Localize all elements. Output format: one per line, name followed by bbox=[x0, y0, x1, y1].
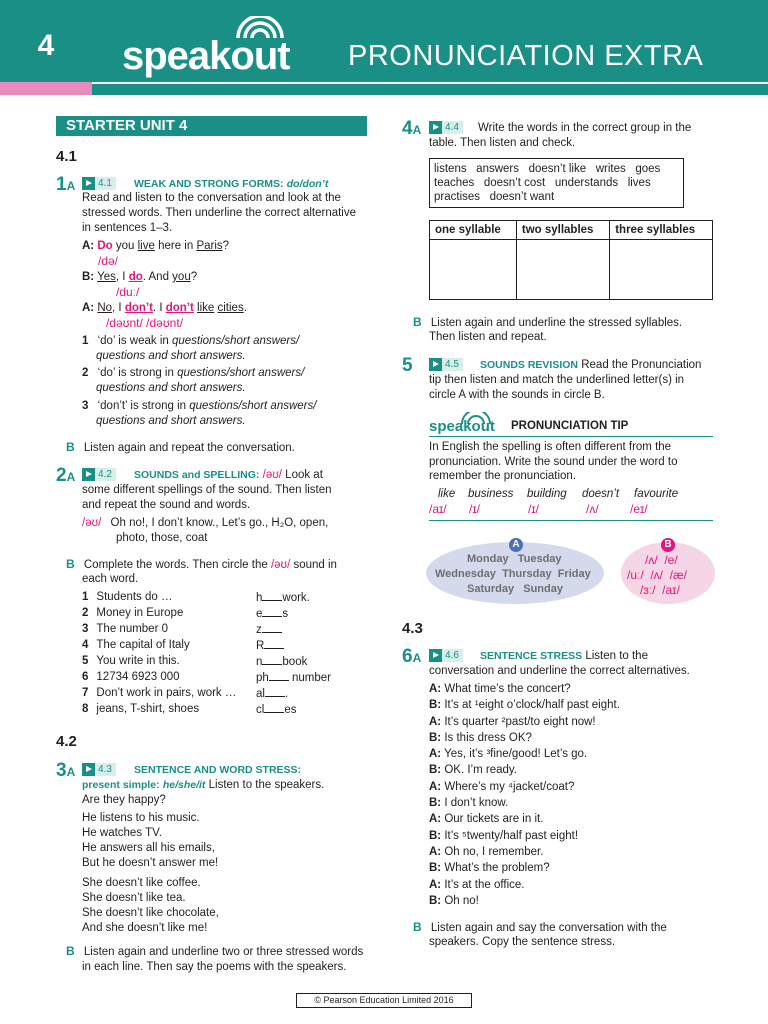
tip-sound-3: /ɪ/ bbox=[528, 502, 539, 516]
stressed-word: live bbox=[137, 240, 155, 252]
conversation-line bbox=[429, 731, 620, 747]
line-text: Is this dress OK? bbox=[441, 731, 532, 744]
track-4-4[interactable] bbox=[429, 121, 463, 134]
clue-row bbox=[82, 670, 352, 686]
exercise-2b-cont: each word. bbox=[82, 573, 139, 585]
track-4-2[interactable] bbox=[82, 468, 116, 481]
circle-a-row-2 bbox=[435, 568, 591, 580]
word: . And bbox=[142, 271, 173, 283]
exercise-letter: A bbox=[412, 123, 422, 137]
instruction: sound in bbox=[290, 559, 337, 571]
word-gap[interactable] bbox=[256, 654, 307, 670]
word-start: h bbox=[256, 592, 263, 604]
track-4-5[interactable] bbox=[429, 358, 463, 371]
word-gap[interactable] bbox=[256, 638, 284, 654]
line-text: OK. I’m ready. bbox=[441, 764, 517, 777]
statement-text: ‘don’t’ is strong in bbox=[97, 400, 190, 412]
exercise-4-instr-line2: table. Then listen and check. bbox=[429, 137, 576, 149]
circle-b-row-3: /ɜː/ /aɪ/ bbox=[640, 583, 680, 597]
exercise-6a-number bbox=[402, 646, 421, 668]
speaker: A: bbox=[429, 813, 442, 826]
poem-2 bbox=[82, 876, 219, 936]
word: . I bbox=[152, 302, 166, 314]
page-title: PRONUNCIATION EXTRA bbox=[348, 40, 704, 72]
word-end: s bbox=[282, 608, 289, 620]
statement-number: 3 bbox=[82, 400, 89, 412]
syllable-table bbox=[429, 220, 713, 300]
statement-alternatives: questions/short answers/ bbox=[189, 400, 317, 412]
clue-number: 2 bbox=[82, 607, 89, 619]
day-word: Thursday bbox=[502, 568, 552, 580]
table-header-one-syllable: one syllable bbox=[430, 221, 517, 240]
stressed-word: do bbox=[128, 271, 143, 283]
tag-text: WEAK AND STRONG FORMS: bbox=[134, 178, 284, 190]
clue-text: The capital of Italy bbox=[96, 639, 190, 651]
stressed-word: don’t bbox=[124, 302, 153, 314]
word-start: al bbox=[256, 688, 265, 700]
track-label: 4.1 bbox=[98, 178, 112, 189]
word-gap[interactable] bbox=[256, 606, 288, 622]
line-text: Where’s my ⁴jacket/coat? bbox=[441, 780, 575, 793]
tip-word-doesnt: doesn’t bbox=[582, 488, 620, 500]
phonetic-3: /dəʊnt/ /dəʊnt/ bbox=[106, 316, 184, 330]
section-4-2-heading: 4.2 bbox=[56, 733, 77, 750]
instruction: Complete the words. Then circle the bbox=[83, 559, 271, 571]
conversation-line bbox=[429, 829, 620, 845]
speaker: A: bbox=[429, 715, 442, 728]
blank-line[interactable] bbox=[262, 606, 282, 617]
conversation-line bbox=[429, 878, 620, 894]
tag-text: SENTENCE STRESS bbox=[480, 650, 583, 662]
statement-text: ‘do’ is weak in bbox=[97, 335, 172, 347]
speaker: B: bbox=[429, 862, 442, 875]
exercise-3a-number bbox=[56, 760, 75, 782]
tip-bottom-rule bbox=[429, 520, 713, 521]
speaker: A: bbox=[429, 845, 442, 858]
circle-a-row-3 bbox=[467, 583, 563, 595]
word-box-line: practises doesn’t want bbox=[434, 191, 555, 203]
copyright-footer: © Pearson Education Limited 2016 bbox=[296, 993, 472, 1008]
exercise-number: 3 bbox=[56, 760, 67, 781]
exercise-letter: A bbox=[412, 651, 422, 665]
statement-alternatives: questions/short answers/ bbox=[177, 367, 305, 379]
table-cell-one-syllable[interactable] bbox=[430, 240, 517, 300]
exercise-2a-number bbox=[56, 465, 75, 487]
tip-sound-4: /ʌ/ bbox=[586, 502, 599, 516]
exercise-1a-number bbox=[56, 174, 75, 196]
statement-2 bbox=[82, 366, 304, 381]
speaker: B: bbox=[429, 829, 442, 842]
exercise-6b-cont: speakers. Copy the sentence stress. bbox=[429, 936, 616, 948]
day-word: Wednesday bbox=[435, 568, 496, 580]
exercise-3b bbox=[66, 944, 363, 960]
instruction: Listen again and underline the stressed syllables. bbox=[430, 317, 683, 329]
conversation-line bbox=[429, 861, 620, 877]
day-word: Monday bbox=[467, 553, 509, 565]
line-text: Oh no, I remember. bbox=[441, 845, 544, 858]
header-divider bbox=[92, 82, 768, 84]
clue-number: 3 bbox=[82, 623, 89, 635]
stressed-word: Do bbox=[97, 240, 113, 252]
clue-number: 1 bbox=[82, 591, 89, 603]
exercise-letter: B bbox=[66, 440, 75, 454]
speaker: B: bbox=[429, 797, 442, 810]
poem-line: She doesn’t like chocolate, bbox=[82, 907, 219, 919]
conversation-line bbox=[429, 715, 620, 731]
line-text: I don’t know. bbox=[441, 797, 509, 810]
play-icon bbox=[82, 468, 95, 481]
speaker: B: bbox=[429, 764, 442, 777]
poem-line: But he doesn’t answer me! bbox=[82, 857, 219, 869]
exercise-4b bbox=[413, 315, 682, 331]
exercise-letter: A bbox=[66, 470, 76, 484]
word: ? bbox=[190, 271, 198, 283]
instruction: Listen to the speakers. bbox=[208, 779, 325, 791]
stressed-word: like bbox=[197, 302, 215, 314]
tag-italic: he/she/it bbox=[162, 779, 206, 791]
word-gap[interactable] bbox=[256, 670, 331, 686]
word-end: es bbox=[284, 704, 297, 716]
dialogue-line-2 bbox=[82, 270, 197, 285]
blank-line[interactable] bbox=[262, 654, 282, 665]
instruction: Listen to the bbox=[585, 650, 648, 662]
tip-word-favourite: favourite bbox=[634, 488, 679, 500]
play-icon bbox=[82, 177, 95, 190]
exercise-number: 5 bbox=[402, 355, 413, 376]
line-text: Oh no! bbox=[441, 894, 479, 907]
exercise-letter: A bbox=[66, 179, 76, 193]
tag-text: SOUNDS and SPELLING: bbox=[134, 469, 260, 481]
word-start: R bbox=[256, 640, 265, 652]
line-text: It’s at the office. bbox=[441, 878, 525, 891]
conversation-line bbox=[429, 698, 620, 714]
word-box-line: listens answers doesn’t like writes goes bbox=[434, 163, 661, 175]
instruction-start: Look at bbox=[285, 469, 323, 481]
speaker: B: bbox=[429, 699, 442, 712]
blank-line[interactable] bbox=[264, 638, 284, 649]
conversation bbox=[429, 682, 620, 910]
clue-row bbox=[82, 606, 352, 622]
conversation-line bbox=[429, 812, 620, 828]
statement-1-cont: questions and short answers. bbox=[96, 350, 246, 362]
day-word: Sunday bbox=[523, 583, 563, 595]
play-icon bbox=[429, 649, 442, 662]
speaker: A: bbox=[429, 683, 442, 695]
clue-row bbox=[82, 702, 352, 718]
tip-word-like: like bbox=[438, 488, 456, 500]
exercise-3-tag bbox=[134, 763, 301, 778]
clue-text: Don’t work in pairs, work … bbox=[96, 687, 237, 699]
instruction: Listen again and underline two or three stressed words bbox=[83, 946, 364, 958]
clue-number: 4 bbox=[82, 639, 89, 651]
example-words-2: photo, those, coat bbox=[116, 532, 208, 544]
stressed-word: don’t bbox=[165, 302, 194, 314]
table-header-two-syllables: two syllables bbox=[516, 221, 609, 240]
phonetic: /əʊ/ bbox=[82, 517, 102, 529]
section-4-3-heading: 4.3 bbox=[402, 620, 423, 637]
clue-row bbox=[82, 686, 352, 702]
exercise-3b-cont: in each line. Then say the poems with the speakers. bbox=[82, 961, 347, 973]
poem-line: She doesn’t like coffee. bbox=[82, 877, 201, 889]
word-start: z bbox=[256, 624, 262, 636]
line-text: Our tickets are in it. bbox=[441, 813, 544, 826]
tip-logo: speakout bbox=[429, 418, 495, 435]
dialogue-line-3: A: No, I don’t. I don’t like cities. bbox=[82, 302, 247, 314]
clue-number: 5 bbox=[82, 655, 89, 667]
dialogue-line-1 bbox=[82, 239, 229, 254]
conversation-line bbox=[429, 747, 620, 763]
line-text: It’s quarter ²past/to eight now! bbox=[441, 715, 596, 728]
speaker: A: bbox=[429, 878, 442, 891]
instruction: Listen again and say the conversation with the bbox=[430, 922, 667, 934]
exercise-letter: B bbox=[66, 557, 75, 571]
exercise-2-instr-line2: some different spellings of the sound. Then listen bbox=[82, 484, 332, 496]
circle-b-label: B bbox=[661, 538, 675, 552]
track-label: 4.4 bbox=[445, 122, 459, 133]
poem-line: He watches TV. bbox=[82, 827, 162, 839]
word: , I bbox=[115, 271, 129, 283]
word-start: n bbox=[256, 656, 263, 668]
speaker: A: bbox=[429, 748, 442, 761]
exercise-6-tag bbox=[480, 649, 648, 664]
phonetic: /əʊ/ bbox=[270, 559, 291, 571]
track-label: 4.5 bbox=[445, 359, 459, 370]
blank-line[interactable] bbox=[269, 670, 289, 681]
word-gap[interactable] bbox=[256, 702, 296, 718]
section-4-1-heading: 4.1 bbox=[56, 148, 77, 165]
tip-top-rule bbox=[429, 436, 713, 437]
word: here in bbox=[154, 240, 197, 252]
tag-text: SOUNDS REVISION bbox=[480, 359, 579, 371]
tag-text: SENTENCE AND WORD STRESS: bbox=[134, 764, 302, 776]
statement-number: 2 bbox=[82, 367, 89, 379]
exercise-5-instr-line3: circle A with the sounds in circle B. bbox=[429, 389, 605, 401]
exercise-2-instr-line3: and repeat the sound and words. bbox=[82, 499, 251, 511]
line-text: What’s the problem? bbox=[441, 862, 550, 875]
statement-3-cont: questions and short answers. bbox=[96, 415, 246, 427]
statement-text: ‘do’ is strong in bbox=[97, 367, 178, 379]
tip-word-business: business bbox=[468, 488, 514, 500]
exercise-number: 1 bbox=[56, 174, 67, 195]
speaker: B: bbox=[82, 271, 95, 283]
speaker: A: bbox=[82, 302, 95, 314]
statement-number: 1 bbox=[82, 335, 89, 347]
exercise-1b bbox=[66, 440, 295, 456]
clue-row bbox=[82, 638, 352, 654]
poem-line: He answers all his emails, bbox=[82, 842, 215, 854]
phonetic-1: /də/ bbox=[98, 254, 119, 268]
word-end: book bbox=[282, 656, 308, 668]
exercise-letter: A bbox=[66, 765, 76, 779]
clue-text: jeans, T-shirt, shoes bbox=[96, 703, 200, 715]
tag-italic: do/don’t bbox=[286, 178, 329, 190]
stressed-word: you bbox=[172, 271, 191, 283]
blank-line[interactable] bbox=[264, 702, 284, 713]
tag-text: present simple: bbox=[82, 779, 160, 791]
conversation-line bbox=[429, 682, 620, 698]
word: ? bbox=[222, 240, 230, 252]
clue-text: Money in Europe bbox=[96, 607, 184, 619]
word-end: work. bbox=[282, 592, 310, 604]
exercise-1-instructions: Read and listen to the conversation and look at the stressed words. Then underline the correct alternative in sentences 1–3. bbox=[82, 192, 357, 234]
conversation-line bbox=[429, 845, 620, 861]
exercise-3-tag2 bbox=[82, 778, 324, 793]
exercise-2-tag bbox=[134, 468, 323, 483]
statement-alternatives: questions/short answers/ bbox=[171, 335, 300, 347]
clue-text: 12734 6923 000 bbox=[96, 671, 180, 683]
circle-b-row-1: /ʌ/ /e/ bbox=[645, 553, 678, 567]
tip-text-1: In English the spelling is often different from the bbox=[429, 441, 672, 453]
line-text: What time’s the concert? bbox=[441, 683, 571, 695]
play-icon bbox=[82, 763, 95, 776]
exercise-1b-text: Listen again and repeat the conversation. bbox=[83, 442, 295, 454]
exercise-letter: B bbox=[413, 315, 422, 329]
exercise-number: 2 bbox=[56, 465, 67, 486]
circle-a-label: A bbox=[509, 538, 523, 552]
blank-line[interactable] bbox=[262, 590, 282, 601]
speaker: A: bbox=[82, 240, 95, 252]
word-gap[interactable] bbox=[256, 622, 282, 638]
clue-number: 8 bbox=[82, 703, 89, 715]
stressed-word: Paris bbox=[196, 240, 223, 252]
line-text: Yes, it’s ³fine/good! Let’s go. bbox=[441, 748, 588, 761]
word: you bbox=[112, 240, 138, 252]
line-text: It’s at ¹eight o’clock/half past eight. bbox=[441, 699, 620, 712]
speakout-logo: speakout bbox=[122, 34, 290, 78]
unit-number: 4 bbox=[0, 0, 92, 82]
statement-1 bbox=[82, 334, 299, 349]
exercise-letter: B bbox=[413, 920, 422, 934]
day-word: Saturday bbox=[467, 583, 515, 595]
word-gap[interactable] bbox=[256, 686, 288, 702]
word: , I bbox=[112, 302, 125, 314]
circle-b-row-2: /uː/ /ʌ/ /æ/ bbox=[627, 568, 688, 582]
tip-title: PRONUNCIATION TIP bbox=[511, 420, 629, 432]
clue-row bbox=[82, 654, 352, 670]
tip-sound-5: /eɪ/ bbox=[630, 502, 648, 516]
exercise-6-instr-line2: conversation and underline the correct alternatives. bbox=[429, 665, 690, 677]
conversation-line bbox=[429, 894, 620, 910]
track-4-1[interactable] bbox=[82, 177, 116, 190]
exercise-number: 6 bbox=[402, 646, 413, 667]
tag-phonetic: /əʊ/ bbox=[262, 469, 282, 481]
exercise-3-instr-line2: Are they happy? bbox=[82, 794, 166, 806]
statement-3 bbox=[82, 399, 316, 414]
poem-line: She doesn’t like tea. bbox=[82, 892, 186, 904]
word-start: e bbox=[256, 608, 263, 620]
tip-word-building: building bbox=[527, 488, 567, 500]
tip-sound-1: /aɪ/ bbox=[429, 502, 447, 516]
clue-row bbox=[82, 622, 352, 638]
exercise-6b bbox=[413, 920, 667, 936]
word-box-line: teaches doesn’t cost understands lives bbox=[434, 177, 651, 189]
speaker: B: bbox=[429, 731, 442, 744]
poem-line: And she doesn’t like me! bbox=[82, 922, 208, 934]
phonetic-2: /duː/ bbox=[116, 285, 140, 299]
unit-pink-bar bbox=[0, 82, 92, 95]
exercise-1-tag bbox=[134, 177, 328, 192]
word-start: ph bbox=[256, 672, 269, 684]
exercise-4a-number bbox=[402, 118, 421, 140]
track-label: 4.3 bbox=[98, 764, 112, 775]
table-cell-three-syllables[interactable] bbox=[610, 240, 713, 300]
table-cell-two-syllables[interactable] bbox=[516, 240, 609, 300]
word-gap[interactable] bbox=[256, 590, 310, 606]
instruction: Read the Pronunciation bbox=[581, 359, 702, 371]
clue-text: You write in this. bbox=[96, 655, 180, 667]
track-label: 4.6 bbox=[445, 650, 459, 661]
stressed-word: No bbox=[97, 302, 113, 314]
statement-2-cont: questions and short answers. bbox=[96, 382, 246, 394]
word-box bbox=[429, 158, 684, 208]
stressed-word: Yes bbox=[97, 271, 116, 283]
word-clue-list bbox=[82, 590, 352, 718]
section-title-bar: STARTER UNIT 4 bbox=[56, 116, 367, 136]
table-header-three-syllables: three syllables bbox=[610, 221, 713, 240]
blank-line[interactable] bbox=[262, 622, 282, 633]
track-4-6[interactable] bbox=[429, 649, 463, 662]
exercise-letter: B bbox=[66, 944, 75, 958]
conversation-line bbox=[429, 796, 620, 812]
play-icon bbox=[429, 358, 442, 371]
blank-line[interactable] bbox=[265, 686, 285, 697]
conversation-line bbox=[429, 763, 620, 779]
exercise-4b-cont: Then listen and repeat. bbox=[429, 331, 547, 343]
speaker: B: bbox=[429, 894, 442, 907]
example-words-1 bbox=[82, 516, 328, 531]
tip-text-3: remember the pronunciation. bbox=[429, 470, 577, 482]
track-label: 4.2 bbox=[98, 469, 112, 480]
conversation-line bbox=[429, 780, 620, 796]
example-words: Oh no!, I don’t know., Let’s go., H₂O, open, bbox=[110, 517, 329, 529]
word-end: number bbox=[288, 672, 331, 684]
speaker: A: bbox=[429, 780, 442, 793]
exercise-5-instr-line2: tip then listen and match the underlined letter(s) in bbox=[429, 374, 685, 386]
poem-line: He listens to his music. bbox=[82, 812, 200, 824]
tip-text-2: pronunciation. Write the sound under the word to bbox=[429, 456, 678, 468]
track-4-3[interactable] bbox=[82, 763, 116, 776]
day-word: Tuesday bbox=[517, 553, 562, 565]
exercise-5-tag bbox=[480, 358, 701, 373]
day-word: Friday bbox=[557, 568, 591, 580]
line-text: It’s ⁵twenty/half past eight! bbox=[441, 829, 579, 842]
clue-text: Students do … bbox=[96, 591, 173, 603]
poem-1 bbox=[82, 811, 218, 871]
tip-sound-2: /ɪ/ bbox=[469, 502, 480, 516]
clue-text: The number 0 bbox=[96, 623, 169, 635]
clue-number: 7 bbox=[82, 687, 89, 699]
word-end: . bbox=[284, 688, 289, 700]
exercise-4-instr: Write the words in the correct group in the bbox=[478, 122, 692, 134]
circle-a-row-1 bbox=[467, 553, 562, 565]
clue-number: 6 bbox=[82, 671, 89, 683]
clue-row bbox=[82, 590, 352, 606]
stressed-word: cities bbox=[217, 302, 244, 314]
play-icon bbox=[429, 121, 442, 134]
word-start: cl bbox=[256, 704, 265, 716]
exercise-2b bbox=[66, 557, 337, 573]
exercise-5-number bbox=[402, 355, 413, 377]
exercise-number: 4 bbox=[402, 118, 413, 139]
